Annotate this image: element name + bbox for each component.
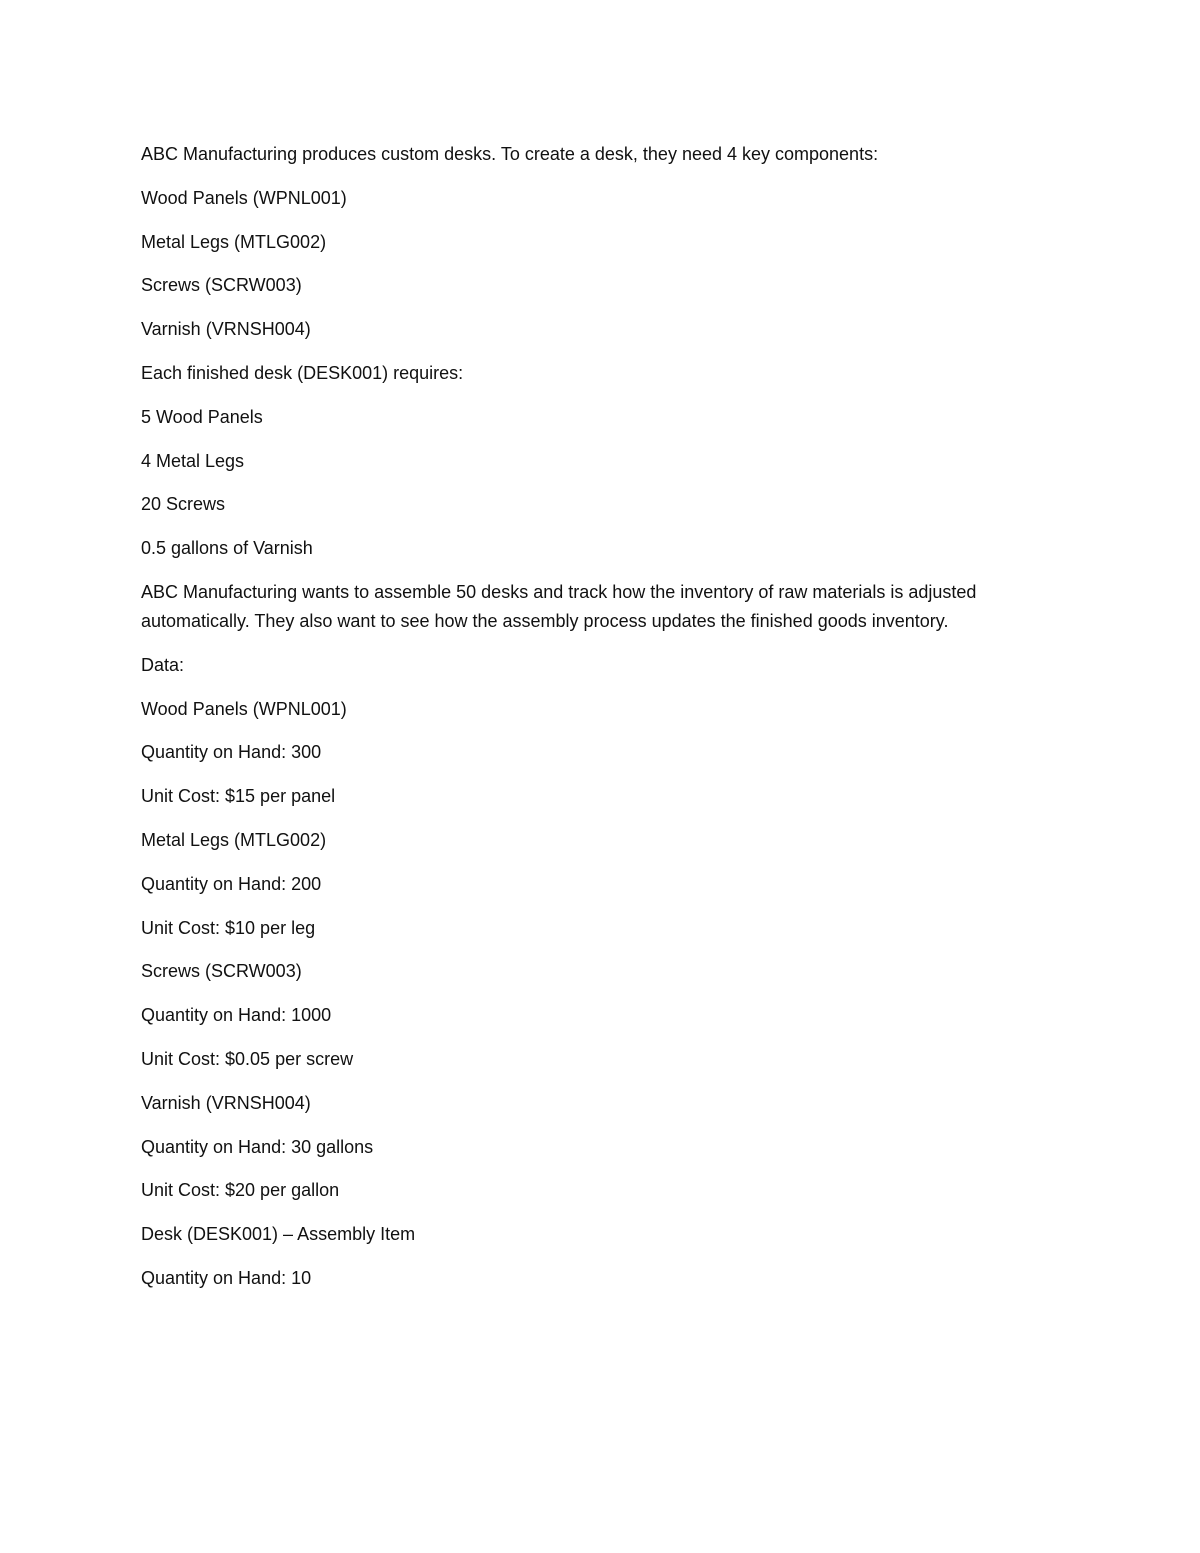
requirement-varnish: 0.5 gallons of Varnish bbox=[141, 538, 313, 559]
data-desk-title: Desk (DESK001) – Assembly Item bbox=[141, 1224, 416, 1245]
data-screws-quantity: Quantity on Hand: 1000 bbox=[141, 1005, 332, 1026]
component-metal-legs: Metal Legs (MTLG002) bbox=[141, 231, 327, 252]
component-varnish: Varnish (VRNSH004) bbox=[141, 319, 311, 340]
data-varnish-quantity: Quantity on Hand: 30 gallons bbox=[141, 1136, 374, 1157]
data-metal-legs-quantity: Quantity on Hand: 200 bbox=[141, 873, 322, 894]
requirements-heading: Each finished desk (DESK001) requires: bbox=[141, 362, 464, 383]
data-desk-quantity: Quantity on Hand: 10 bbox=[141, 1267, 312, 1288]
requirement-screws: 20 Screws bbox=[141, 494, 226, 515]
data-metal-legs-title: Metal Legs (MTLG002) bbox=[141, 829, 327, 850]
data-varnish-cost: Unit Cost: $20 per gallon bbox=[141, 1180, 340, 1201]
data-wood-panels-quantity: Quantity on Hand: 300 bbox=[141, 742, 322, 763]
data-wood-panels-cost: Unit Cost: $15 per panel bbox=[141, 786, 336, 807]
intro-paragraph: ABC Manufacturing produces custom desks. To create a desk, they need 4 key components: bbox=[141, 144, 879, 164]
data-screws-cost: Unit Cost: $0.05 per screw bbox=[141, 1048, 354, 1069]
data-heading: Data: bbox=[141, 654, 185, 675]
data-varnish-title: Varnish (VRNSH004) bbox=[141, 1092, 311, 1113]
requirement-metal-legs: 4 Metal Legs bbox=[141, 450, 245, 471]
goal-paragraph: ABC Manufacturing wants to assemble 50 desks and track how the inventory of raw materials is adjusted automatically. They also want to see how the assembly process updates the finished goods inventory. bbox=[141, 581, 977, 631]
requirement-wood-panels: 5 Wood Panels bbox=[141, 406, 263, 427]
data-metal-legs-cost: Unit Cost: $10 per leg bbox=[141, 917, 316, 938]
component-screws: Screws (SCRW003) bbox=[141, 275, 302, 296]
document-body bbox=[141, 140, 1041, 1308]
data-screws-title: Screws (SCRW003) bbox=[141, 961, 302, 982]
component-wood-panels: Wood Panels (WPNL001) bbox=[141, 187, 347, 208]
data-wood-panels-title: Wood Panels (WPNL001) bbox=[141, 698, 347, 719]
